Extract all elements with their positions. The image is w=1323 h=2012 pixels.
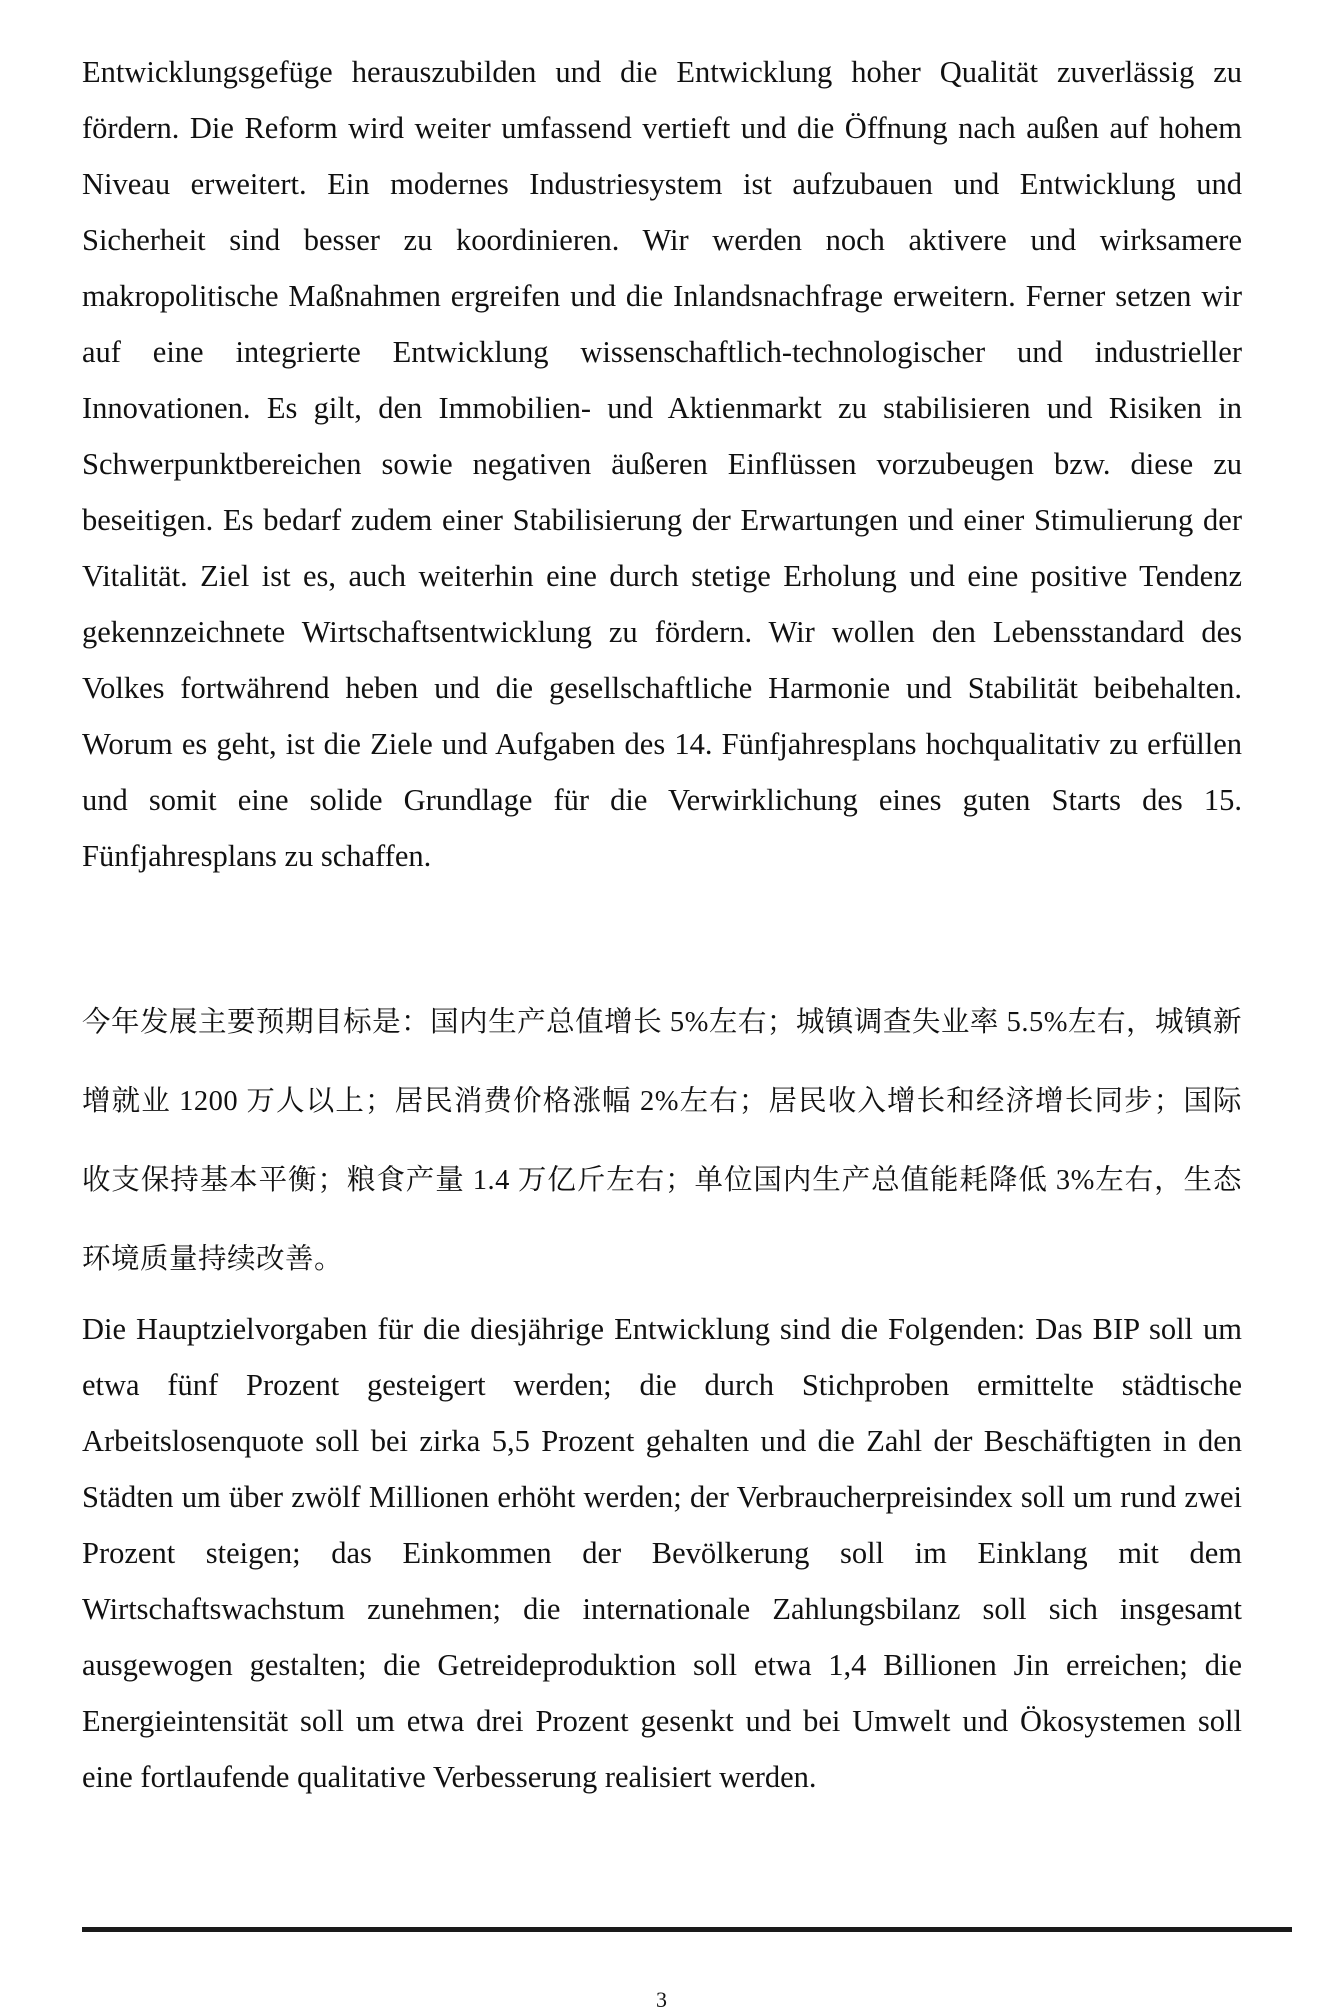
paragraph-german-targets: Die Hauptzielvorgaben für die diesjährige Entwicklung sind die Folgenden: Das BIP soll um etwa fünf Prozent gesteigert werden; die durch Stichproben ermittelte städtische Arbeitslosenquote soll bei zirka 5,5 Prozent gehalten und die Zahl der Beschäftigten in den Städten um über zwölf Millionen erhöht werden; der Verbraucherpreisindex soll um rund zwei Prozent steigen; das Einkommen der Bevölkerung soll im Einklang mit dem Wirtschaftswachstum zunehmen; die internationale Zahlungsbilanz soll sich insgesamt ausgewogen gestalten; die Getreideproduktion soll etwa 1,4 Billionen Jin erreichen; die Energieintensität soll um etwa drei Prozent gesenkt und bei Umwelt und Ökosystemen soll eine fortlaufende qualitative Verbesserung realisiert werden.: [82, 1312, 1242, 1794]
paragraph-german-intro: Entwicklungsgefüge herauszubilden und die Entwicklung hoher Qualität zuverlässig zu fördern. Die Reform wird weiter umfassend vertieft und die Öffnung nach außen auf hohem Niveau erweitert. Ein modernes Industriesystem ist aufzubauen und Entwicklung und Sicherheit sind besser zu koordinieren. Wir werden noch aktivere und wirksamere makropolitische Maßnahmen ergreifen und die Inlandsnachfrage erweitern. Ferner setzen wir auf eine integrierte Entwicklung wissenschaftlich-technologischer und industrieller Innovationen. Es gilt, den Immobilien- und Aktienmarkt zu stabilisieren und Risiken in Schwerpunktbereichen sowie negativen äußeren Einflüssen vorzubeugen bzw. diese zu beseitigen. Es bedarf zudem einer Stabilisierung der Erwartungen und einer Stimulierung der Vitalität. Ziel ist es, auch weiterhin eine durch stetige Erholung und eine positive Tendenz gekennzeichnete Wirtschaftsentwicklung zu fördern. Wir wollen den Lebensstandard des Volkes fortwährend heben und die gesellschaftliche Harmonie und Stabilität beibehalten. Worum es geht, ist die Ziele und Aufgaben des 14. Fünfjahresplans hochqualitativ zu erfüllen und somit eine solide Grundlage für die Verwirklichung eines guten Starts des 15. Fünfjahresplans zu schaffen.: [82, 55, 1242, 873]
paragraph-chinese-targets: 今年发展主要预期目标是：国内生产总值增长 5%左右；城镇调查失业率 5.5%左右，城镇新增就业 1200 万人以上；居民消费价格涨幅 2%左右；居民收入增长和经济增长同步；国际收支保持基本平衡；粮食产量 1.4 万亿斤左右；单位国内生产总值能耗降低 3%左右，生态环境质量持续改善。: [82, 1007, 1242, 1275]
page-number: 3: [656, 1987, 667, 2012]
footer-divider: [82, 1927, 1292, 1932]
